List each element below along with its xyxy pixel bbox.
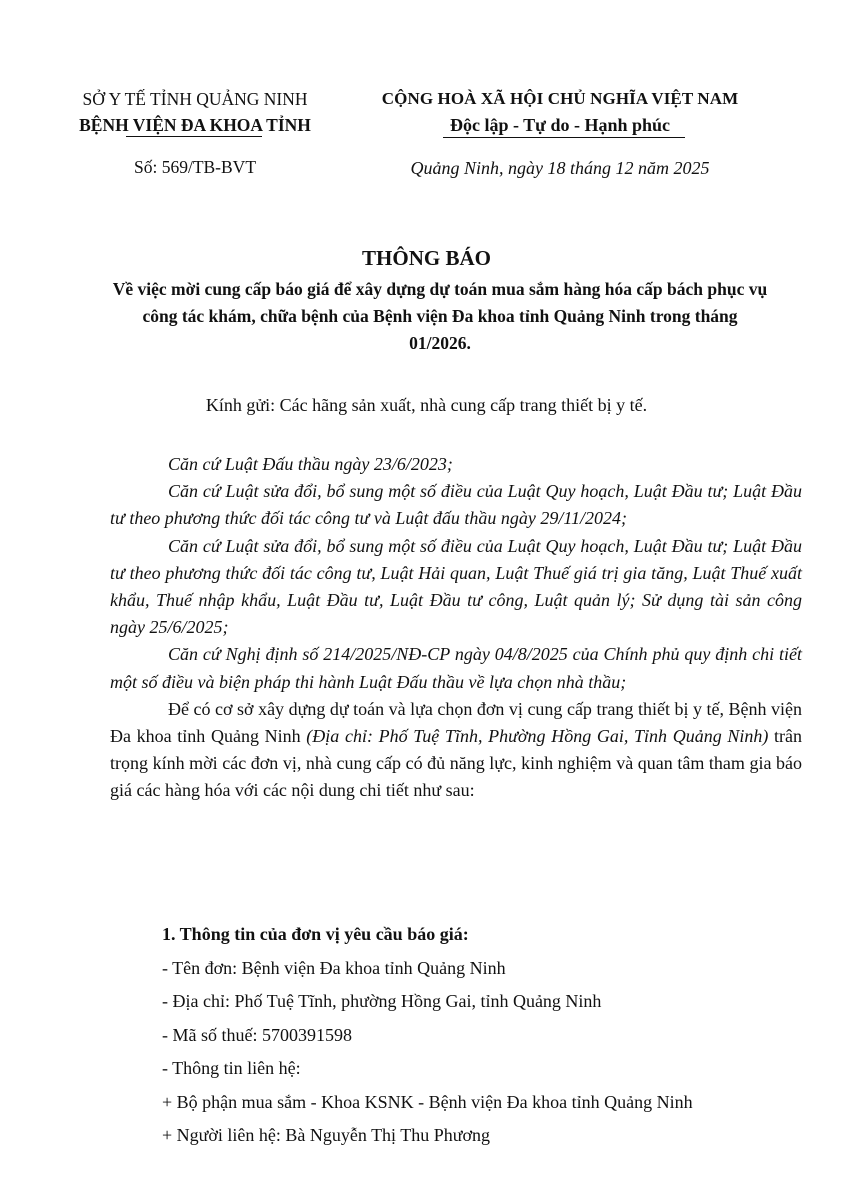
place-and-date: Quảng Ninh, ngày 18 tháng 12 năm 2025 [410,158,710,178]
issuing-authority-block [60,86,330,138]
info-contact-label: - Thông tin liên hệ: [162,1058,301,1078]
organization-underline [126,136,262,137]
legal-basis-2: Căn cứ Luật sửa đổi, bổ sung một số điều của Luật Quy hoạch, Luật Đầu tư; Luật Đầu tư theo phương thức đối tác công tư và Luật đấu thầu ngày 29/11/2024; [110,481,802,529]
info-procurement-dept: + Bộ phận mua sắm - Khoa KSNK - Bệnh viện Đa khoa tỉnh Quảng Ninh [162,1091,693,1112]
document-subtitle: Về việc mời cung cấp báo giá để xây dựng dự toán mua sắm hàng hóa cấp bách phục vụ công tác khám, chữa bệnh của Bệnh viện Đa khoa tỉnh Quảng Ninh trong tháng 01/2026. [112,279,768,353]
national-motto: Độc lập - Tự do - Hạnh phúc [449,115,671,135]
national-heading-block [360,86,760,138]
legal-basis-4: Căn cứ Nghị định số 214/2025/NĐ-CP ngày 04/8/2025 của Chính phủ quy định chi tiết một số điều và biện pháp thi hành Luật Đấu thầu về lựa chọn nhà thầu; [110,644,802,692]
info-tax-code: - Mã số thuế: 5700391598 [162,1024,352,1045]
intro-text-2: trân trọng kính mời các đơn vị, nhà cung cấp có đủ năng lực, kinh nghiệm và quan tâm tham gia báo giá các hàng hóa với các nội dung chi tiết như sau: [110,726,803,801]
motto-underline [443,137,685,138]
info-address: - Địa chỉ: Phố Tuệ Tĩnh, phường Hồng Gai, tỉnh Quảng Ninh [162,991,602,1011]
recipient-line: Kính gửi: Các hãng sản xuất, nhà cung cấp trang thiết bị y tế. [205,395,648,415]
legal-basis-1: Căn cứ Luật Đấu thầu ngày 23/6/2023; [168,454,453,474]
document-body [110,451,802,805]
intro-text-1: Để có cơ sở xây dựng dự toán và lựa chọn đơn vị cung cấp trang thiết bị y tế, Bệnh viện Đa khoa tỉnh Quảng Ninh [110,698,802,747]
legal-basis-3: Căn cứ Luật sửa đổi, bổ sung một số điều của Luật Quy hoạch, Luật Đầu tư; Luật Đầu tư theo phương thức đối tác công tư, Luật Hải quan, Luật Thuế giá trị gia tăng, Luật Thuế xuất khẩu, Thuế nhập khẩu, Luật Đầu tư, Luật Đầu tư công, Luật quản lý; Sử dụng tài sản công ngày 25/6/2025; [110,535,802,638]
intro-paragraph [110,696,802,805]
document-number: Số: 569/TB-BVT [133,157,257,177]
nation-name: CỘNG HOÀ XÃ HỘI CHỦ NGHĨA VIỆT NAM [381,89,739,108]
intro-address: (Địa chỉ: Phố Tuệ Tĩnh, Phường Hồng Gai, Tỉnh Quảng Ninh) [306,726,769,747]
ministry-name: SỞ Y TẾ TỈNH QUẢNG NINH [82,89,308,109]
info-contact-person: + Người liên hệ: Bà Nguyễn Thị Thu Phương [162,1125,491,1145]
section-requester-info [162,918,693,1153]
organization-name: BỆNH VIỆN ĐA KHOA TỈNH [79,115,311,135]
section-heading: 1. Thông tin của đơn vị yêu cầu báo giá: [162,924,469,944]
info-unit-name: - Tên đơn: Bệnh viện Đa khoa tỉnh Quảng Ninh [162,957,506,978]
document-title: THÔNG BÁO [362,246,491,270]
